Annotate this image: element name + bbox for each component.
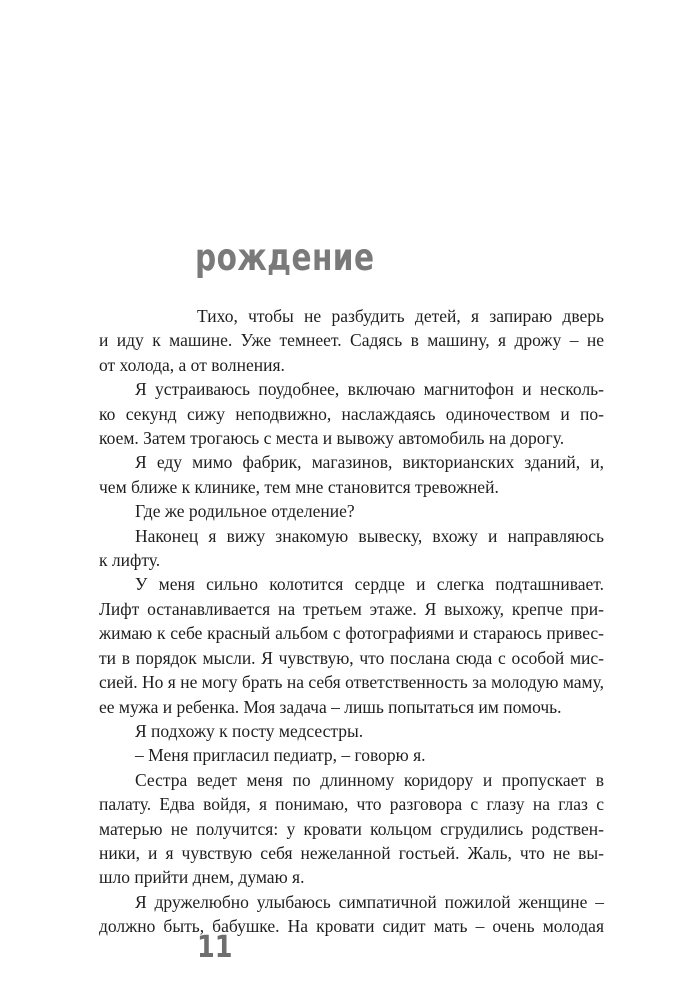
chapter-body xyxy=(99,304,604,939)
text-line: сией. Но я не могу брать на себя ответственность за молодую маму, xyxy=(99,672,604,693)
text-line: Сестра ведет меня по длинному коридору и пропускает в xyxy=(135,769,604,790)
text-line: палату. Едва войдя, я понимаю, что разговора с глазу на глаз с xyxy=(99,794,604,815)
text-line: Я дружелюбно улыбаюсь симпатичной пожилой женщине – xyxy=(135,891,604,912)
text-line: ко секунд сижу неподвижно, наслаждаясь одиночеством и по- xyxy=(99,403,604,424)
text-line: чем ближе к клинике, тем мне становится тревожней. xyxy=(99,476,499,497)
text-line: Тихо, чтобы не разбудить детей, я запираю дверь xyxy=(197,306,604,326)
text-line: Я подхожу к посту медсестры. xyxy=(135,720,364,741)
body-paragraph xyxy=(99,304,604,377)
body-paragraph xyxy=(99,450,604,499)
text-line: Где же родильное отделение? xyxy=(135,501,355,522)
text-line: жимаю к себе красный альбом с фотографиями и стараюсь привес- xyxy=(99,623,604,644)
text-line: шло прийти днем, думаю я. xyxy=(99,867,305,888)
body-paragraph xyxy=(99,768,604,890)
body-paragraph xyxy=(99,377,604,450)
text-line: к лифту. xyxy=(99,550,161,571)
text-line: от холода, а от волнения. xyxy=(99,354,285,375)
body-paragraph xyxy=(99,499,604,523)
text-line: ники, и я чувствую себя нежеланной гостьей. Жаль, что не вы- xyxy=(99,842,604,863)
text-line: Я устраиваюсь поудобнее, включаю магнитофон и несколь- xyxy=(135,379,604,400)
text-line: должно быть, бабушке. На кровати сидит мать – очень молодая xyxy=(99,916,604,937)
text-line: матерью не получится: у кровати кольцом сгрудились родствен- xyxy=(99,818,604,839)
text-line: ее мужа и ребенка. Моя задача – лишь попытаться им помочь. xyxy=(99,696,562,717)
page-number: 11 xyxy=(197,930,233,965)
body-paragraph xyxy=(99,890,604,939)
body-paragraph xyxy=(99,572,604,718)
text-line: У меня сильно колотится сердце и слегка подташнивает. xyxy=(135,574,604,595)
text-line: ти в порядок мысли. Я чувствую, что послана сюда с особой мис- xyxy=(99,647,604,668)
text-line: коем. Затем трогаюсь с места и вывожу автомобиль на дорогу. xyxy=(99,428,565,449)
chapter-title: рождение xyxy=(195,236,375,279)
body-paragraph xyxy=(99,524,604,573)
text-line: Я еду мимо фабрик, магазинов, викторианских зданий, и, xyxy=(135,452,604,473)
body-paragraph xyxy=(99,743,604,767)
body-paragraph xyxy=(99,719,604,743)
text-line: Наконец я вижу знакомую вывеску, вхожу и направляюсь xyxy=(135,525,604,546)
text-line: и иду к машине. Уже темнеет. Садясь в машину, я дрожу – не xyxy=(99,330,604,351)
text-line: – Меня пригласил педиатр, – говорю я. xyxy=(135,745,426,766)
text-line: Лифт останавливается на третьем этаже. Я выхожу, крепче при- xyxy=(99,598,604,619)
